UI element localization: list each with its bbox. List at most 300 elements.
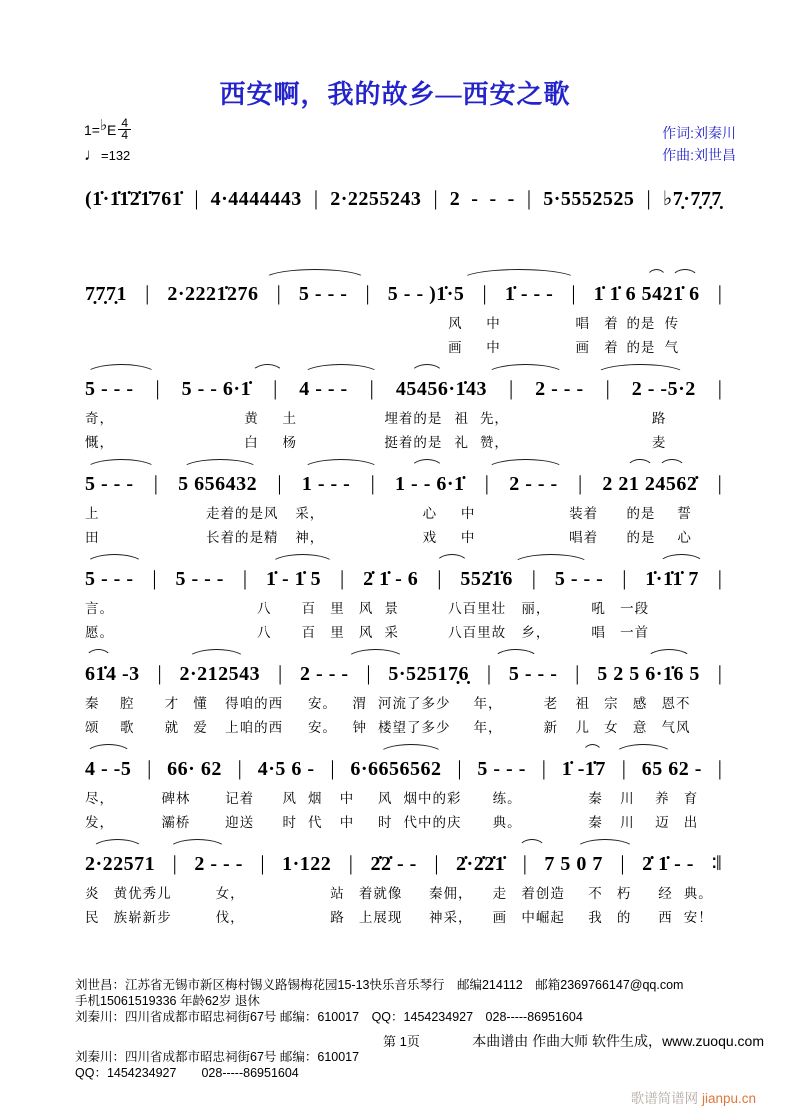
lyric-line-1	[85, 876, 722, 900]
lyric-syllable: 风	[358, 625, 374, 640]
measure: 5 - - )1̇·5	[387, 283, 465, 305]
lyricist-credit: 作词:刘秦川	[662, 125, 736, 141]
lyric-syllable: 钟	[352, 720, 368, 735]
barline: |	[433, 186, 438, 210]
lyric-syllable: 百	[301, 625, 317, 640]
key-tempo-block	[84, 118, 131, 164]
key-signature	[84, 118, 131, 141]
barline: |	[147, 756, 152, 780]
lyric-syllable: 爱	[193, 720, 208, 735]
measure: 2·22571	[85, 853, 156, 875]
lyric-syllable: 站	[330, 886, 345, 901]
slur-arc	[410, 459, 444, 470]
barline: |	[260, 851, 265, 875]
measure: 2 21 24562̇	[602, 473, 698, 495]
barline: |	[571, 281, 576, 305]
lyric-syllable: 乡，	[521, 625, 551, 640]
lyric-syllable: 景	[384, 601, 399, 616]
lyric-syllable: 戏	[422, 530, 438, 545]
measure: 5 - - -	[175, 568, 224, 590]
slur-arc	[512, 554, 590, 565]
lyric-syllable: 民	[85, 910, 100, 925]
site-watermark	[631, 1087, 756, 1107]
lyric-syllable: 川	[620, 791, 635, 806]
measure: 1̇ - 1̇ 5	[265, 568, 322, 590]
lyric-line-1	[85, 496, 722, 520]
lyric-syllable: 中崛起	[521, 910, 565, 925]
time-signature	[118, 118, 131, 141]
music-system	[85, 742, 722, 837]
generator-credit	[472, 1031, 764, 1051]
lyric-syllable: 年，	[473, 696, 503, 711]
lyric-syllable: 八	[256, 625, 272, 640]
lyric-syllable: 碑林	[161, 791, 191, 806]
lyric-syllable: 心	[677, 530, 692, 545]
lyric-syllable: 年，	[473, 720, 503, 735]
lyric-syllable: 愿。	[85, 625, 114, 640]
lyric-syllable: 中	[486, 316, 501, 331]
lyric-syllable: 的	[616, 910, 632, 925]
lyric-line-1	[85, 306, 722, 330]
lyric-syllable: 采	[384, 625, 399, 640]
lyric-syllable: 百	[301, 601, 317, 616]
end-barline: |	[717, 471, 721, 495]
lyric-syllable: 画	[575, 340, 590, 355]
key-letter: E	[107, 121, 117, 138]
lyric-syllable: 画	[448, 340, 463, 355]
barline: |	[646, 186, 651, 210]
slur-arcs	[85, 837, 722, 851]
lyric-syllable: 西	[658, 910, 673, 925]
lyric-syllable: 挺着的是	[384, 435, 443, 450]
tempo-marking	[84, 147, 131, 164]
barline: |	[273, 376, 278, 400]
lyric-syllable: 风	[282, 791, 297, 806]
lyric-syllable: 气风	[661, 720, 691, 735]
slur-arcs	[85, 742, 722, 756]
lyric-syllable: 赞，	[479, 435, 509, 450]
lyric-syllable: 迈	[655, 815, 670, 830]
slur-arc	[575, 839, 634, 850]
measure: 2̇·2̇2̇1̇	[456, 853, 506, 875]
measure: 552̇1̇6	[460, 568, 513, 590]
lyric-syllable: 的是	[626, 506, 656, 521]
lyric-syllable: 经	[658, 886, 673, 901]
lyric-syllable: 的是	[626, 340, 656, 355]
lyric-syllable: 新	[543, 720, 559, 735]
music-system	[85, 457, 722, 552]
slur-arcs	[85, 172, 722, 186]
contact-line-3: 刘秦川：四川省成都市昭忠祠街67号 邮编：610017 QQ：1454234927 028-----86951604	[75, 1010, 583, 1024]
barline: |	[365, 281, 370, 305]
lyric-line-2	[85, 330, 722, 354]
lyric-syllable: 祖	[575, 696, 590, 711]
notation-line	[85, 566, 722, 591]
lyric-syllable: 黄优秀儿	[113, 886, 172, 901]
lyric-syllable: 神采，	[428, 910, 473, 925]
barline: |	[366, 661, 371, 685]
lyric-syllable: 就	[164, 720, 180, 735]
lyric-syllable: 八	[256, 601, 272, 616]
barline: |	[622, 566, 627, 590]
watermark-url-link[interactable]: jianpu.cn	[701, 1091, 756, 1106]
slur-arc	[658, 554, 705, 565]
measure: 2 - - -	[535, 378, 584, 400]
lyric-syllable: 黄	[244, 411, 259, 426]
end-barline: |	[717, 756, 721, 780]
measure: 4 - -5	[85, 758, 132, 780]
slur-arc	[646, 649, 693, 660]
lyric-line-1	[85, 686, 722, 710]
end-barline: ∶‖	[711, 851, 721, 875]
lyric-line-2	[85, 520, 722, 544]
lyric-syllable: 才	[164, 696, 180, 711]
lyric-syllable: 时	[282, 815, 297, 830]
measure: 2̇ 1̇ - -	[642, 853, 694, 875]
lyric-syllable: 养	[655, 791, 670, 806]
notation-line	[85, 851, 722, 876]
lyric-syllable: 宗	[604, 696, 619, 711]
measure: 6·6656562	[350, 758, 442, 780]
lyric-line-2	[85, 425, 722, 449]
lyric-syllable: 着	[604, 340, 619, 355]
measure: (1̇·1̇1̇2̇1̇761̇	[85, 188, 183, 210]
measure: 7 5 0 7	[544, 853, 603, 875]
lyric-line-1	[85, 591, 722, 615]
lyric-syllable: 的是	[626, 530, 656, 545]
barline: |	[348, 851, 353, 875]
measure: 2̇2̇ - -	[370, 853, 417, 875]
slur-arc	[168, 839, 227, 850]
measure: 2 - - -	[300, 663, 349, 685]
lyric-syllable: 长着的是精	[206, 530, 279, 545]
measure: 7̣7̣7̣1	[85, 283, 127, 305]
lyric-syllable: 礼	[454, 435, 469, 450]
music-system	[85, 837, 722, 932]
lyric-syllable: 中	[460, 506, 476, 521]
lyric-syllable: 杨	[282, 435, 297, 450]
measure: 5 - - -	[477, 758, 526, 780]
slur-arc	[582, 744, 603, 755]
lyric-syllable: 女	[604, 720, 619, 735]
composer-credit: 作曲:刘世昌	[662, 147, 736, 163]
lyric-syllable: 丽，	[521, 601, 551, 616]
measure: ♭7̣·7̣7̣7̣	[662, 188, 722, 210]
lyric-syllable: 八百里故	[448, 625, 507, 640]
tempo-value: =132	[101, 148, 131, 163]
measure: 2̇ 1̇ - 6	[363, 568, 419, 590]
barline: |	[194, 186, 199, 210]
measure: 4·5 6 -	[257, 758, 315, 780]
lyric-syllable: 传	[664, 316, 680, 331]
slur-arc	[346, 649, 405, 660]
barline: |	[155, 376, 160, 400]
barline: |	[369, 376, 374, 400]
lyric-syllable: 吼	[591, 601, 606, 616]
contact-line-2: 手机15061519336 年龄62岁 退休	[75, 994, 260, 1008]
barline: |	[242, 566, 248, 590]
lyric-syllable: 中	[486, 340, 501, 355]
barline: |	[370, 471, 375, 495]
end-barline: |	[717, 566, 721, 590]
lyric-syllable: 烟中的彩	[403, 791, 462, 806]
music-system	[85, 267, 722, 362]
lyric-syllable: 记着	[225, 791, 255, 806]
contact-line-1: 刘世昌：江苏省无锡市新区梅村锡义路锡梅花园15-13快乐音乐琴行 邮编214112 邮箱2369766147@qq.com	[75, 978, 684, 992]
lyric-syllable: 埋着的是	[384, 411, 443, 426]
lyric-syllable: 秦佣，	[428, 886, 473, 901]
barline: |	[482, 281, 487, 305]
lyric-syllable: 田	[85, 530, 100, 545]
barline: |	[276, 281, 281, 305]
slur-arc	[493, 649, 540, 660]
measure: 2 - -5·2	[631, 378, 696, 400]
barline: |	[153, 471, 158, 495]
lyric-syllable: 里	[330, 625, 345, 640]
slur-arcs	[85, 362, 722, 376]
slur-arc	[595, 364, 686, 375]
credits-block	[662, 122, 736, 166]
lyric-syllable: 楼望了多少	[378, 720, 451, 735]
lyric-syllable: 儿	[575, 720, 590, 735]
measure: 1̇·1̇1̇ 7	[645, 568, 699, 590]
measure: 1̇ - - -	[504, 283, 554, 305]
lyric-line-2	[85, 235, 722, 259]
slur-arc	[85, 649, 112, 660]
slur-arc	[461, 269, 578, 280]
lyric-syllable: 上展现	[358, 910, 403, 925]
lyric-syllable: 中	[339, 815, 355, 830]
measure: 66· 62	[167, 758, 222, 780]
slur-arc	[626, 459, 653, 470]
measure: 2·2221̇276	[167, 283, 259, 305]
lyric-syllable: 安。	[307, 696, 337, 711]
generator-url-link[interactable]: www.zuoqu.com	[662, 1033, 764, 1049]
measure: 2 - - -	[194, 853, 243, 875]
notation-line	[85, 661, 722, 686]
time-signature-top: 4	[118, 118, 131, 130]
music-system	[85, 172, 722, 267]
lyric-syllable: 尽，	[85, 791, 114, 806]
lyric-syllable: 采，	[295, 506, 325, 521]
measure: 1 - - -	[301, 473, 351, 495]
slur-arc	[486, 459, 564, 470]
lyric-syllable: 路	[330, 910, 345, 925]
slur-arc	[518, 839, 545, 850]
music-system	[85, 362, 722, 457]
time-signature-bottom: 4	[121, 128, 129, 142]
slur-arc	[646, 269, 667, 280]
lyric-syllable: 安！	[683, 910, 713, 925]
slur-arc	[486, 364, 564, 375]
barline: |	[541, 756, 546, 780]
lyric-syllable: 一段	[620, 601, 650, 616]
measure: 5 - - 6·1̇	[181, 378, 252, 400]
lyric-syllable: 唱	[591, 625, 606, 640]
barline: |	[575, 661, 580, 685]
barline: |	[522, 851, 527, 875]
lyric-syllable: 朽	[616, 886, 632, 901]
measure: 1̇ -1̇7	[561, 758, 606, 780]
lyric-syllable: 风	[358, 601, 374, 616]
measure: 5·52517̣6̣	[388, 663, 470, 685]
flat-icon: ♭	[99, 116, 108, 134]
end-barline: |	[717, 661, 721, 685]
barline: |	[313, 186, 319, 210]
lyric-syllable: 白	[244, 435, 259, 450]
barline: |	[237, 756, 242, 780]
lyric-syllable: 着	[604, 316, 619, 331]
lyric-syllable: 言。	[85, 601, 114, 616]
lyric-syllable: 麦	[651, 435, 667, 450]
lyric-syllable: 时	[378, 815, 393, 830]
measure: 65 62 -	[641, 758, 702, 780]
lyric-syllable: 典。	[683, 886, 713, 901]
lyric-syllable: 河流了多少	[378, 696, 451, 711]
lyric-syllable: 歌	[120, 720, 135, 735]
barline: |	[330, 756, 335, 780]
slur-arc	[187, 649, 246, 660]
measure: 2·212543	[179, 663, 261, 685]
lyric-syllable: 走着的是风	[206, 506, 279, 521]
lyric-syllable: 迎送	[225, 815, 255, 830]
slur-arc	[435, 554, 469, 565]
measure: 1 - - 6·1̇	[395, 473, 465, 495]
lyric-line-1	[85, 401, 722, 425]
barline: |	[145, 281, 150, 305]
lyric-syllable: 土	[282, 411, 297, 426]
notation-line	[85, 376, 722, 401]
lyric-syllable: 安。	[307, 720, 337, 735]
lyric-syllable: 意	[632, 720, 648, 735]
lyric-syllable: 不	[588, 886, 603, 901]
lyric-line-2	[85, 805, 722, 829]
end-barline: |	[717, 281, 721, 305]
measure: 61̇4 -3	[85, 663, 140, 685]
generator-text: 本曲谱由 作曲大师 软件生成，	[472, 1033, 663, 1049]
lyric-line-2	[85, 710, 722, 734]
slur-arc	[251, 364, 285, 375]
lyric-syllable: 灞桥	[161, 815, 191, 830]
barline: |	[577, 471, 583, 495]
measure: 4·4444443	[210, 188, 302, 210]
slur-arc	[85, 459, 157, 470]
measure: 5 - - -	[554, 568, 604, 590]
measure: 45456·1̇43	[395, 378, 488, 400]
lyric-syllable: 祖	[454, 411, 469, 426]
contact2-line-1: 刘秦川：四川省成都市昭忠祠街67号 邮编：610017	[75, 1050, 360, 1064]
measure: 5 656432	[178, 473, 258, 495]
lyric-syllable: 渭	[352, 696, 368, 711]
end-barline: |	[717, 376, 721, 400]
slur-arcs	[85, 552, 722, 566]
lyric-syllable: 育	[683, 791, 699, 806]
lyric-syllable: 里	[330, 601, 345, 616]
barline: |	[605, 376, 610, 400]
music-system	[85, 647, 722, 742]
slur-arcs	[85, 267, 722, 281]
key-prefix: 1=	[84, 121, 100, 138]
notation-line	[85, 471, 722, 496]
lyric-syllable: 中	[339, 791, 355, 806]
measure: 4 - - -	[299, 378, 348, 400]
lyric-syllable: 神，	[295, 530, 325, 545]
slur-arc	[85, 744, 132, 755]
lyric-syllable: 先，	[479, 411, 509, 426]
lyric-syllable: 慨，	[85, 435, 114, 450]
lyric-syllable: 上咱的西	[225, 720, 284, 735]
lyric-syllable: 装着	[569, 506, 599, 521]
lyric-syllable: 老	[543, 696, 559, 711]
measure: 5 - - -	[508, 663, 558, 685]
slur-arc	[302, 459, 380, 470]
lyric-syllable: 唱着	[569, 530, 599, 545]
barline: |	[278, 661, 283, 685]
lyric-syllable: 中	[460, 530, 476, 545]
slur-arcs	[85, 457, 722, 471]
lyric-line-2	[85, 900, 722, 924]
measure: 5 - - -	[85, 473, 134, 495]
song-title: 西安啊，我的故乡—西安之歌	[219, 80, 571, 109]
lyric-syllable: 誓	[677, 506, 692, 521]
lyric-syllable: 我	[588, 910, 603, 925]
lyric-line-1	[85, 781, 722, 805]
lyric-syllable: 秦	[85, 696, 100, 711]
slur-arc	[91, 839, 144, 850]
barline: |	[620, 851, 625, 875]
lyric-syllable: 着创造	[521, 886, 565, 901]
barline: |	[486, 661, 492, 685]
barline: |	[172, 851, 177, 875]
lyric-syllable: 代中的庆	[403, 815, 462, 830]
slur-arcs	[85, 647, 722, 661]
measure: 1̇ 1̇ 6 5421̇ 6	[593, 283, 700, 305]
lyric-syllable: 懂	[193, 696, 208, 711]
slur-arc	[671, 269, 698, 280]
lyric-syllable: 出	[683, 815, 699, 830]
lyric-syllable: 路	[651, 411, 667, 426]
lyric-syllable: 炎	[85, 886, 100, 901]
lyric-syllable: 秦	[588, 815, 603, 830]
lyric-syllable: 川	[620, 815, 635, 830]
barline: |	[340, 566, 345, 590]
lyric-syllable: 的是	[626, 316, 656, 331]
lyric-syllable: 感	[632, 696, 648, 711]
lyric-line-1	[85, 211, 722, 235]
barline: |	[152, 566, 157, 590]
slur-arc	[658, 459, 685, 470]
lyric-syllable: 奇，	[85, 411, 114, 426]
notation-line	[85, 756, 722, 781]
slur-arc	[270, 554, 336, 565]
quarter-note-icon: ♩	[84, 145, 101, 164]
slur-arc	[614, 744, 673, 755]
lyric-syllable: 练。	[492, 791, 522, 806]
measure: 2·2255243	[330, 188, 422, 210]
notation-line	[85, 281, 722, 306]
barline: |	[437, 566, 442, 590]
lyric-syllable: 发，	[85, 815, 114, 830]
lyric-syllable: 恩不	[661, 696, 691, 711]
lyric-syllable: 代	[307, 815, 323, 830]
lyric-syllable: 着就像	[358, 886, 403, 901]
measure: 2 - - -	[449, 188, 515, 210]
slur-arc	[263, 269, 367, 280]
slur-arc	[302, 364, 380, 375]
notation-line	[85, 186, 722, 211]
music-system	[85, 552, 722, 647]
systems	[85, 172, 722, 932]
